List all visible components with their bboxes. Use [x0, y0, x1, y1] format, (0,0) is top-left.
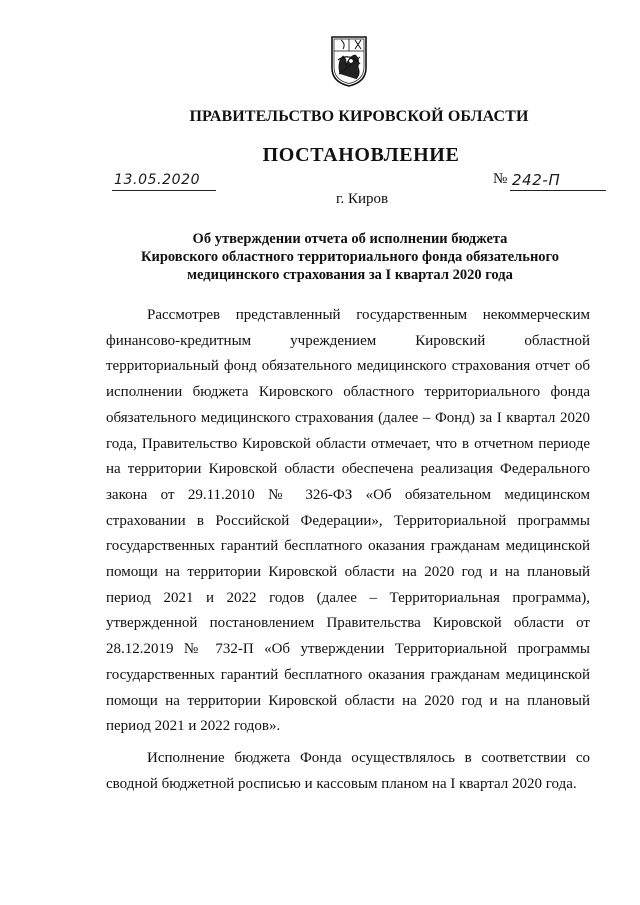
kirov-coat-of-arms-icon	[329, 34, 369, 88]
city-label: г. Киров	[336, 191, 389, 207]
body-paragraph: Рассмотрев представленный государственным некоммерческим финансово-кредитным учреждением Кировский областной территориальный фонд обязательного медицинского страхования отчет об исполнении бюджета Кировского областного территориального фонда обязательного медицинского страхования (далее – Фонд) за I квартал 2020 года, Правительство Кировской области отмечает, что в отчетном периоде на территории Кировской области обеспечена реализация Федерального закона от 29.11.2010 № 326-ФЗ «Об обязательном медицинском страховании в Российской Федерации», Территориальной программы государственных гарантий бесплатного оказания гражданам медицинской помощи на территории Кировской области на 2020 год и на плановый период 2021 и 2022 годов (далее – Территориальная программа), утвержденной постановлением Правительства Кировской области от 28.12.2019 № 732-П «Об утверждении Территориальной программы государственных гарантий бесплатного оказания гражданам медицинской помощи на территории Кировской области на 2020 год и на плановый период 2021 и 2022 годов».	[106, 307, 590, 735]
heading-line: Кировского областного территориального фонда обязательного	[140, 249, 560, 265]
heading-line: медицинского страхования за I квартал 2020 года	[187, 267, 513, 283]
authority-title: ПРАВИТЕЛЬСТВО КИРОВСКОЙ ОБЛАСТИ	[189, 108, 529, 125]
document-heading	[120, 230, 580, 284]
date-field	[112, 171, 216, 191]
document-body	[106, 303, 590, 797]
heading-line: Об утверждении отчета об исполнении бюджета	[192, 231, 508, 247]
document-type-title: ПОСТАНОВЛЕНИЕ	[262, 144, 460, 166]
date-value: 13.05.2020	[114, 172, 201, 188]
number-value: 242-П	[512, 171, 561, 189]
body-paragraph: Исполнение бюджета Фонда осуществлялось в соответствии со сводной бюджетной росписью и кассовым планом на I квартал 2020 года.	[106, 749, 590, 792]
number-field	[510, 171, 606, 191]
number-label: №	[493, 171, 508, 187]
